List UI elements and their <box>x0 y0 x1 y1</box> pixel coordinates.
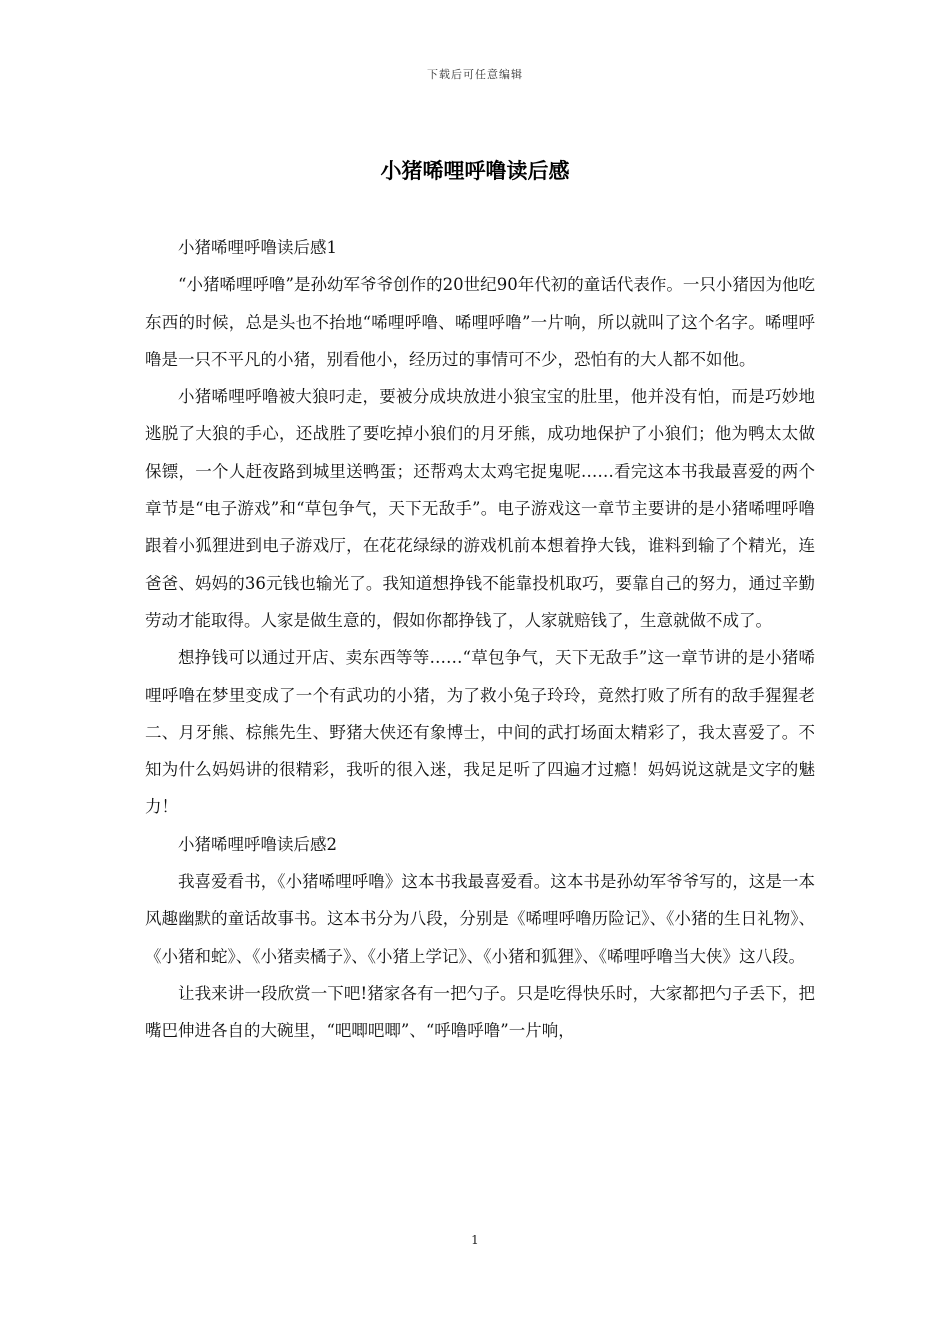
section-heading-2: 小猪唏哩呼噜读后感2 <box>178 834 337 854</box>
page-header: 下载后可任意编辑 <box>427 68 523 81</box>
document-body <box>145 229 815 1050</box>
body-paragraph: “小猪唏哩呼噜”是孙幼军爷爷创作的20世纪90年代初的童话代表作。一只小猪因为他吃东西的时候，总是头也不抬地“唏哩呼噜、唏哩呼噜”一片响，所以就叫了这个名字。唏哩呼噜是一只不平凡的小猪，别看他小，经历过的事情可不少，恐怕有的大人都不如他。 <box>145 275 815 369</box>
body-paragraph: 小猪唏哩呼噜被大狼叼走，要被分成块放进小狼宝宝的肚里，他并没有怕，而是巧妙地逃脱了大狼的手心，还战胜了要吃掉小狼们的月牙熊，成功地保护了小狼们；他为鸭太太做保镖，一个人赶夜路到城里送鸭蛋；还帮鸡太太鸡宅捉鬼呢……看完这本书我最喜爱的两个章节是“电子游戏”和“草包争气，天下无敌手”。电子游戏这一章节主要讲的是小猪唏哩呼噜跟着小狐狸进到电子游戏厅，在花花绿绿的游戏机前本想着挣大钱，谁料到输了个精光，连爸爸、妈妈的36元钱也输光了。我知道想挣钱不能靠投机取巧，要靠自己的努力，通过辛勤劳动才能取得。人家是做生意的，假如你都挣钱了，人家就赔钱了，生意就做不成了。 <box>145 387 815 630</box>
page-number: 1 <box>471 1233 479 1247</box>
section-heading-1: 小猪唏哩呼噜读后感1 <box>178 238 337 257</box>
body-paragraph: 我喜爱看书，《小猪唏哩呼噜》这本书我最喜爱看。这本书是孙幼军爷爷写的，这是一本风趣幽默的童话故事书。这本书分为八段，分别是《唏哩呼噜历险记》、《小猪的生日礼物》、《小猪和蛇》、《小猪卖橘子》、《小猪上学记》、《小猪和狐狸》、《唏哩呼噜当大侠》这八段。 <box>145 872 815 966</box>
body-paragraph: 让我来讲一段欣赏一下吧!猪家各有一把勺子。只是吃得快乐时，大家都把勺子丢下，把嘴巴伸进各自的大碗里，“吧唧吧唧”、“呼噜呼噜”一片响， <box>145 983 815 1041</box>
document-title: 小猪唏哩呼噜读后感 <box>380 158 570 183</box>
body-paragraph: 想挣钱可以通过开店、卖东西等等……“草包争气，天下无敌手”这一章节讲的是小猪唏哩呼噜在梦里变成了一个有武功的小猪，为了救小兔子玲玲，竟然打败了所有的敌手猩猩老二、月牙熊、棕熊先生、野猪大侠还有象博士，中间的武打场面太精彩了，我太喜爱了。不知为什么妈妈讲的很精彩，我听的很入迷，我足足听了四遍才过瘾！妈妈说这就是文字的魅力！ <box>145 648 815 817</box>
